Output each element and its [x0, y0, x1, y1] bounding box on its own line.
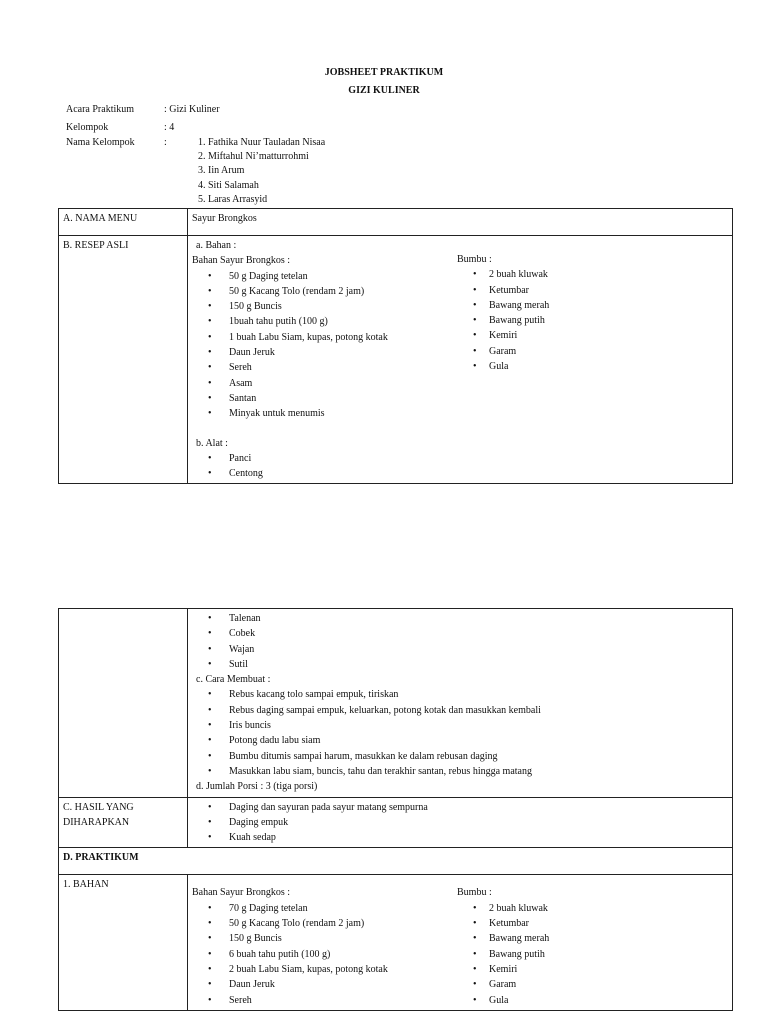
list-item: • Bawang putih: [457, 947, 549, 962]
list-item: • Ketumbar: [457, 916, 549, 931]
list-item: • Kemiri: [457, 962, 549, 977]
praktikum-heading: D. PRAKTIKUM: [59, 848, 733, 875]
praktikum-bahan-content: [188, 875, 733, 1010]
bumbu-block: [457, 885, 549, 1007]
resep-asli-label: B. RESEP ASLI: [59, 236, 188, 484]
bahan-heading: a. Bahan :: [196, 240, 237, 251]
list-item: • Daging empuk: [192, 815, 728, 830]
list-item: • 2 buah kluwak: [457, 901, 549, 916]
alat-heading: b. Alat :: [196, 437, 228, 449]
table-row: [59, 797, 733, 848]
hasil-list: [192, 800, 728, 846]
nama-menu-value: Sayur Brongkos: [188, 209, 733, 236]
bumbu-list: [457, 901, 549, 1008]
empty-label-cell: [59, 609, 188, 798]
nama-kelompok-label: Nama Kelompok: [66, 137, 135, 148]
member-item: 3. Iin Arum: [198, 165, 245, 176]
alat-list-continued: [192, 611, 728, 672]
kelompok-label: Kelompok: [66, 122, 109, 133]
list-item: • Daging dan sayuran pada sayur matang sempurna: [192, 800, 728, 815]
list-item: • Garam: [457, 344, 549, 359]
resep-asli-content: [188, 236, 733, 484]
list-item: • Gula: [457, 993, 549, 1008]
nama-kelompok-colon: :: [164, 137, 167, 148]
table-row: [59, 848, 733, 875]
list-item: • Kemiri: [457, 328, 549, 343]
list-item: • Panci: [192, 451, 728, 466]
list-item: • Rebus kacang tolo sampai empuk, tiriskan: [192, 687, 728, 702]
jumlah-porsi: d. Jumlah Porsi : 3 (tiga porsi): [196, 781, 318, 793]
list-item: • 2 buah Labu Siam, kupas, potong kotak: [192, 962, 728, 977]
hasil-label-line1: C. HASIL YANG: [63, 801, 134, 813]
recipe-table-1: [58, 208, 733, 484]
list-item: • Daun Jeruk: [192, 977, 728, 992]
praktikum-bahan-label: 1. BAHAN: [59, 875, 188, 1010]
list-item: • Iris buncis: [192, 718, 728, 733]
list-item: • Bawang merah: [457, 931, 549, 946]
hasil-label: [59, 797, 188, 848]
list-item: • Potong dadu labu siam: [192, 733, 728, 748]
list-item: • 150 g Buncis: [192, 299, 728, 314]
member-item: 4. Siti Salamah: [198, 180, 259, 191]
list-item: • 1buah tahu putih (100 g): [192, 314, 728, 329]
document-subtitle: GIZI KULINER: [348, 85, 420, 96]
list-item: • 6 buah tahu putih (100 g): [192, 947, 728, 962]
hasil-content: [188, 797, 733, 848]
bumbu-heading: Bumbu :: [457, 887, 492, 899]
table-row: [59, 209, 733, 236]
table-row: [59, 875, 733, 1010]
member-item: 2. Miftahul Ni’matturrohmi: [198, 151, 309, 162]
list-item: • Santan: [192, 391, 728, 406]
list-item: • Ketumbar: [457, 283, 549, 298]
list-item: • Sereh: [192, 993, 728, 1008]
table-row: [59, 236, 733, 484]
list-item: • 150 g Buncis: [192, 931, 728, 946]
list-item: • Bumbu ditumis sampai harum, masukkan ke dalam rebusan daging: [192, 749, 728, 764]
list-item: • Sereh: [192, 360, 728, 375]
list-item: • Kuah sedap: [192, 830, 728, 845]
member-item: 5. Laras Arrasyid: [198, 194, 268, 205]
member-item: 1. Fathika Nuur Tauladan Nisaa: [198, 137, 326, 148]
list-item: • 50 g Kacang Tolo (rendam 2 jam): [192, 284, 728, 299]
list-item: • Masukkan labu siam, buncis, tahu dan terakhir santan, rebus hingga matang: [192, 764, 728, 779]
list-item: • 2 buah kluwak: [457, 267, 549, 282]
list-item: • Sutil: [192, 657, 728, 672]
cara-membuat-heading: c. Cara Membuat :: [196, 674, 271, 686]
bumbu-heading: Bumbu :: [457, 254, 492, 265]
list-item: • Wajan: [192, 642, 728, 657]
list-item: • Garam: [457, 977, 549, 992]
recipe-table-2: [58, 608, 733, 1011]
list-item: • Cobek: [192, 626, 728, 641]
list-item: • Gula: [457, 359, 549, 374]
list-item: • Rebus daging sampai empuk, keluarkan, potong kotak dan masukkan kembali: [192, 703, 728, 718]
list-item: • 70 g Daging tetelan: [192, 901, 728, 916]
list-item: • Bawang merah: [457, 298, 549, 313]
hasil-label-line2: DIHARAPKAN: [63, 816, 130, 828]
list-item: • 50 g Daging tetelan: [192, 269, 728, 284]
acara-value: : Gizi Kuliner: [164, 104, 220, 115]
bumbu-block: [457, 252, 549, 374]
list-item: • Asam: [192, 376, 728, 391]
list-item: • 1 buah Labu Siam, kupas, potong kotak: [192, 330, 728, 345]
document-title: JOBSHEET PRAKTIKUM: [324, 67, 444, 78]
list-item: • Bawang putih: [457, 313, 549, 328]
list-item: • 50 g Kacang Tolo (rendam 2 jam): [192, 916, 728, 931]
nama-menu-label: A. NAMA MENU: [59, 209, 188, 236]
bahan-subheading: Bahan Sayur Brongkos :: [192, 255, 291, 267]
list-item: • Centong: [192, 466, 728, 481]
cara-membuat-content: [188, 609, 733, 798]
list-item: • Talenan: [192, 611, 728, 626]
kelompok-value: : 4: [164, 122, 175, 133]
alat-list: [192, 451, 728, 482]
list-item: • Minyak untuk menumis: [192, 406, 728, 421]
table-row: [59, 609, 733, 798]
cara-membuat-list: [192, 687, 728, 779]
list-item: • Daun Jeruk: [192, 345, 728, 360]
bahan-subheading: Bahan Sayur Brongkos :: [192, 887, 291, 899]
acara-label: Acara Praktikum: [66, 104, 135, 115]
bumbu-list: [457, 267, 549, 374]
